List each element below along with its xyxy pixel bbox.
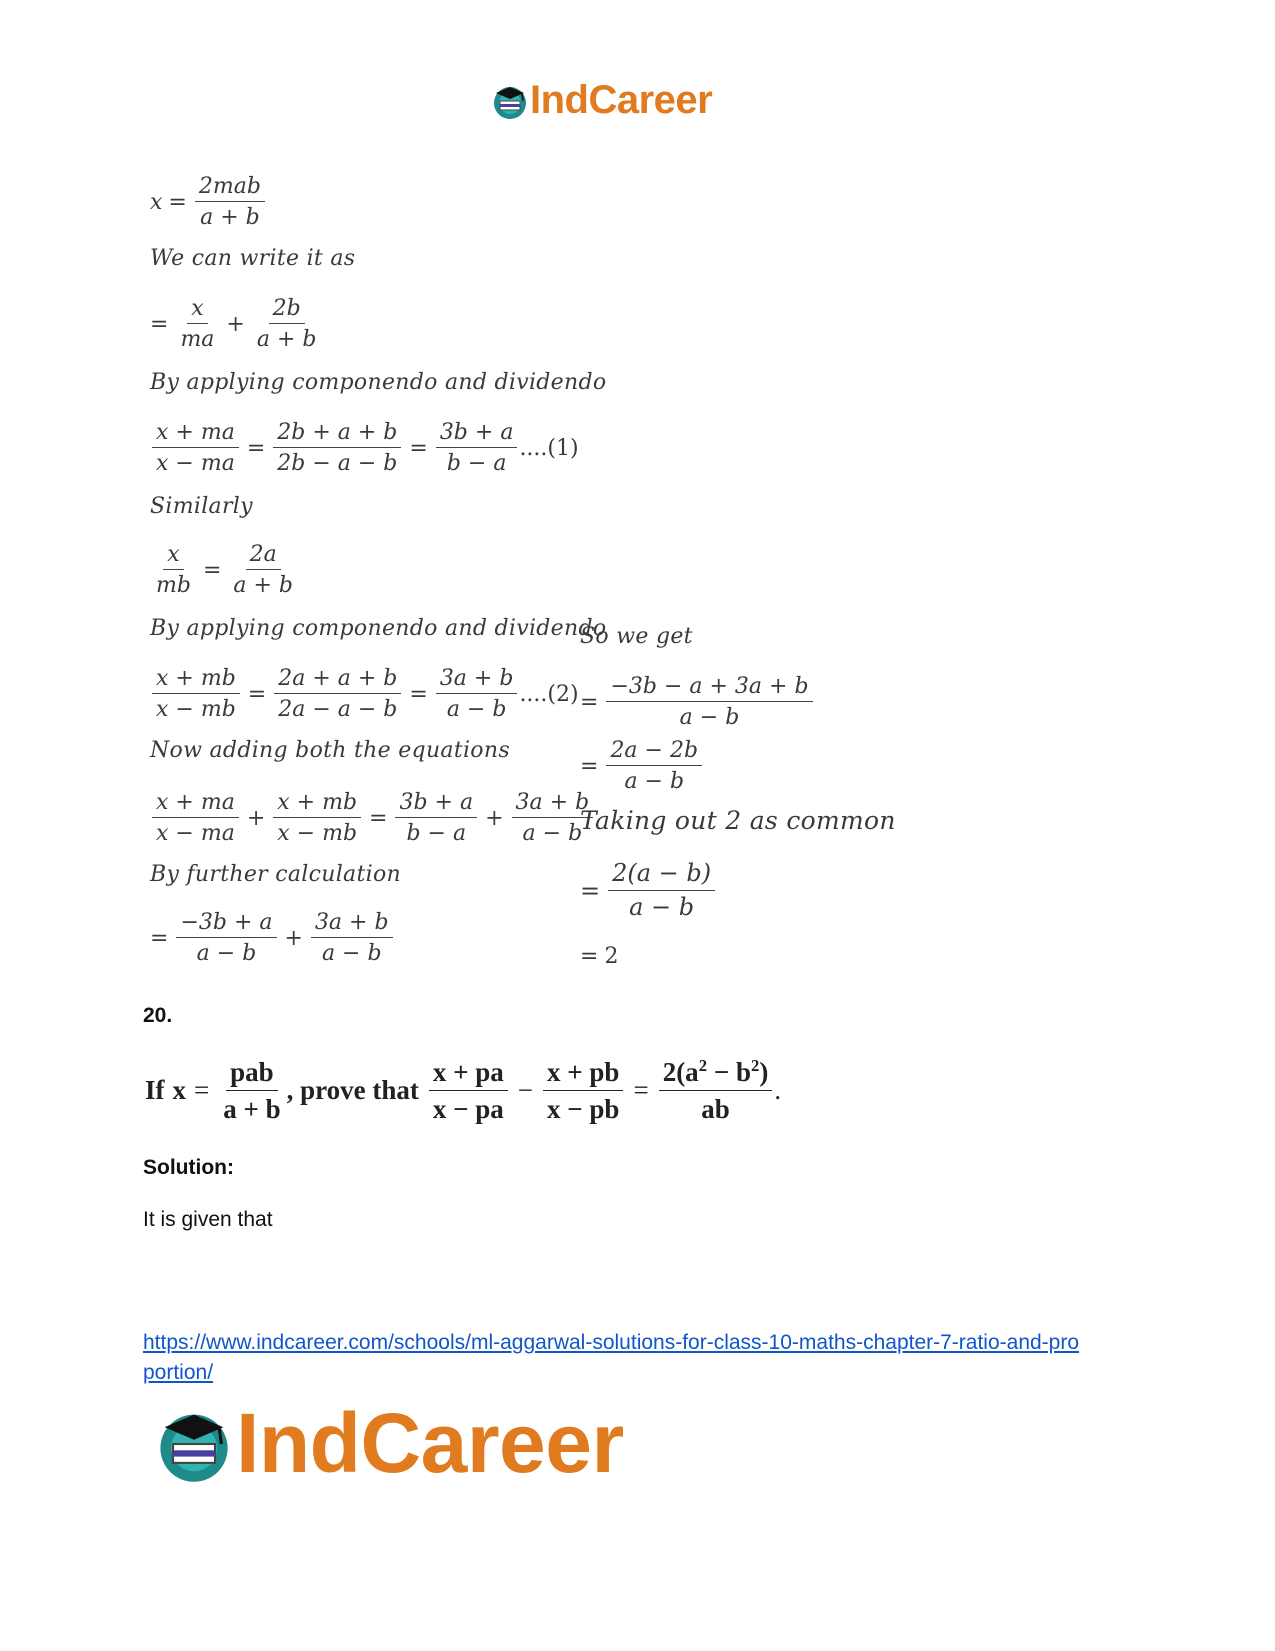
- math-equation-1: $\frac{x + ma}{x - ma}$ = $\frac{2b + a + b}{2b - a - b}$ = $\frac{3b + a}{b - a}$ ....(1): [150, 420, 579, 477]
- step-text: We can write it as: [150, 246, 356, 271]
- question-mid: , prove that: [286, 1075, 419, 1106]
- step-text: Taking out 2 as common: [580, 806, 896, 835]
- step-text: By further calculation: [150, 862, 401, 887]
- math-result-3: = $\frac{2(a - b)}{a - b}$: [580, 860, 717, 921]
- graduation-globe-icon: [490, 81, 530, 121]
- math-x-equals: x = $\frac{\text{2mab}}{a + b}$: [150, 174, 267, 231]
- math-result-2: = $\frac{2a - 2b}{a - b}$: [580, 738, 704, 795]
- equation-label: ....(1): [519, 435, 579, 461]
- graduation-globe-icon: [152, 1402, 236, 1486]
- question-lead: If: [145, 1075, 165, 1106]
- step-text: By applying componendo and dividendo: [150, 616, 607, 641]
- equation-label: ....(2): [519, 681, 579, 707]
- math-ratio-2: $\frac{x}{mb}$ = $\frac{2a}{a + b}$: [156, 542, 294, 599]
- step-text: Similarly: [150, 494, 253, 519]
- question-number: 20.: [143, 1004, 173, 1027]
- brand-name: IndCareer: [530, 78, 713, 122]
- header-logo: [490, 78, 712, 123]
- math-ratio-1: = $\frac{x}{ma}$ + $\frac{2b}{a + b}$: [150, 296, 317, 353]
- brand-name: IndCareer: [236, 1396, 624, 1490]
- intro-text: It is given that: [143, 1208, 273, 1231]
- step-text: By applying componendo and dividendo: [150, 370, 607, 395]
- step-text: Now adding both the equations: [150, 738, 510, 763]
- math-final: = 2: [580, 944, 619, 969]
- math-equation-2: $\frac{x + mb}{x - mb}$ = $\frac{2a + a + b}{2a - a - b}$ = $\frac{3a + b}{a - b}$ ....(2): [150, 666, 579, 723]
- math-calc: = $\frac{-3b + a}{a - b}$ + $\frac{3a + b}{a - b}$: [150, 910, 395, 967]
- footer-link[interactable]: https://www.indcareer.com/schools/ml-aggarwal-solutions-for-class-10-maths-chapter-7-ratio-and-proportion/: [143, 1331, 1080, 1384]
- step-text: So we get: [580, 624, 693, 649]
- footer-logo: [152, 1395, 624, 1492]
- solution-label: Solution:: [143, 1156, 234, 1179]
- math-result-1: = $\frac{-3b - a + 3a + b}{a - b}$: [580, 674, 815, 731]
- question-end: .: [774, 1075, 782, 1106]
- question-statement: If x = $\frac{\text{pab}}{a + b}$ , prove that $\frac{x + pa}{x - pa}$ − $\frac{x + pb}{x - pb}$ = $\frac{2(a^2 - b^2)}{ab}$ .: [145, 1056, 782, 1125]
- math-sum: $\frac{x + ma}{x - ma}$ + $\frac{x + mb}{x - mb}$ = $\frac{3b + a}{b - a}$ + $\frac{3a + b}{a - b}$: [150, 790, 595, 847]
